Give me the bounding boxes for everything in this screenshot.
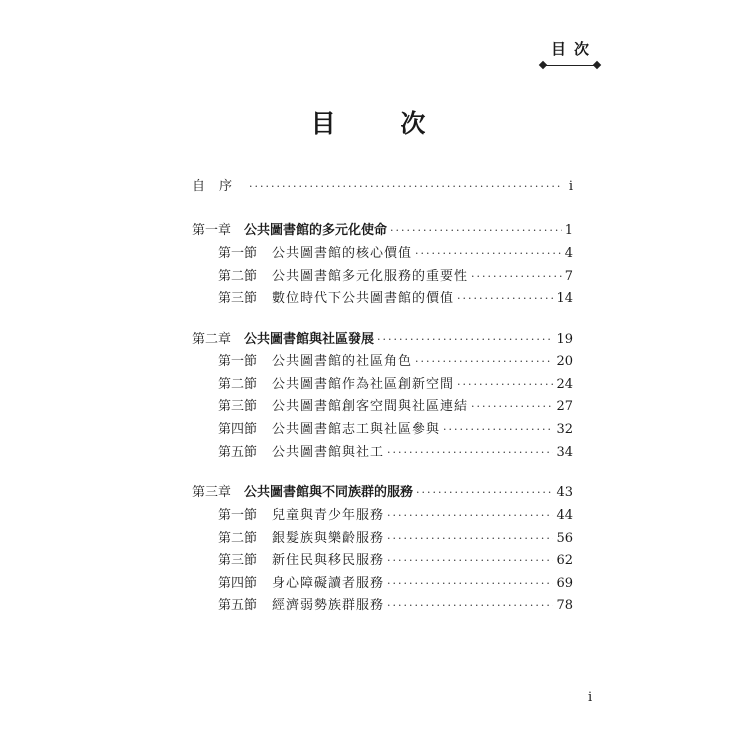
dot-leader (390, 222, 562, 240)
section-number: 第三節 (218, 553, 258, 568)
chapter-title: 公共圖書館的多元化使命 (244, 223, 388, 238)
toc-entry-section-2-2[interactable] (218, 376, 573, 394)
section-number: 第一節 (218, 246, 258, 261)
toc-entry-chapter-3[interactable] (192, 484, 573, 502)
diamond-ornament-left (539, 61, 547, 69)
section-title: 銀髮族與樂齡服務 (272, 531, 385, 546)
chapter-title: 公共圖書館與不同族群的服務 (244, 485, 414, 500)
dot-leader (457, 290, 553, 308)
toc-entry-section-3-4[interactable] (218, 575, 573, 593)
section-number: 第二節 (218, 531, 258, 546)
page-number: 56 (556, 531, 573, 546)
toc-entry-section-3-2[interactable] (218, 530, 573, 548)
dot-leader (387, 530, 553, 548)
running-header (540, 40, 600, 71)
page-number: 24 (556, 377, 573, 392)
toc-entry-section-2-5[interactable] (218, 444, 573, 462)
section-title: 經濟弱勢族群服務 (272, 598, 385, 613)
dot-leader (471, 398, 553, 416)
section-number: 第五節 (218, 445, 258, 460)
page-number: 27 (556, 399, 573, 414)
folio-page-number: i (588, 690, 593, 705)
section-number: 第一節 (218, 508, 258, 523)
toc-entry-section-1-2[interactable] (218, 268, 573, 286)
section-number: 第四節 (218, 576, 258, 591)
dot-leader (387, 597, 553, 615)
section-title: 公共圖書館創客空間與社區連結 (272, 399, 469, 414)
section-title: 數位時代下公共圖書館的價值 (272, 291, 455, 306)
dot-leader (415, 353, 553, 371)
running-header-text: 目次 (550, 40, 597, 58)
chapter-number: 第一章 (192, 223, 232, 238)
section-title: 公共圖書館志工與社區參與 (272, 422, 441, 437)
dot-leader (249, 178, 562, 196)
page-number: 7 (564, 269, 573, 284)
running-header-rule (540, 61, 600, 71)
page-number: i (568, 179, 573, 194)
section-number: 第五節 (218, 598, 258, 613)
dot-leader (387, 575, 553, 593)
page-title: 目 次 (310, 109, 454, 138)
page-number: 4 (564, 246, 573, 261)
page-number: 32 (556, 422, 573, 437)
section-title: 身心障礙讀者服務 (272, 576, 385, 591)
dot-leader (416, 484, 553, 502)
section-title: 公共圖書館的社區角色 (272, 354, 413, 369)
page-number: 44 (556, 508, 573, 523)
toc-entry-section-3-3[interactable] (218, 552, 573, 570)
page-number: 69 (556, 576, 573, 591)
section-number: 第三節 (218, 399, 258, 414)
toc-entry-section-1-1[interactable] (218, 245, 573, 263)
section-title: 公共圖書館的核心價值 (272, 246, 413, 261)
section-number: 第二節 (218, 269, 258, 284)
preface-title: 自序 (192, 179, 247, 194)
rule-line (544, 65, 596, 66)
dot-leader (471, 268, 562, 286)
page-number: 20 (556, 354, 573, 369)
page-number: 34 (556, 445, 573, 460)
toc-entry-section-2-4[interactable] (218, 421, 573, 439)
toc-entry-section-1-3[interactable] (218, 290, 573, 308)
section-title: 公共圖書館與社工 (272, 445, 385, 460)
section-title: 兒童與青少年服務 (272, 508, 385, 523)
section-number: 第二節 (218, 377, 258, 392)
section-title: 公共圖書館多元化服務的重要性 (272, 269, 469, 284)
dot-leader (387, 507, 553, 525)
chapter-number: 第三章 (192, 485, 232, 500)
toc-entry-section-3-1[interactable] (218, 507, 573, 525)
dot-leader (457, 376, 553, 394)
dot-leader (387, 552, 553, 570)
page-number: 43 (556, 485, 573, 500)
section-title: 公共圖書館作為社區創新空間 (272, 377, 455, 392)
section-number: 第四節 (218, 422, 258, 437)
section-title: 新住民與移民服務 (272, 553, 385, 568)
page-number: 62 (556, 553, 573, 568)
page-number: 14 (556, 291, 573, 306)
dot-leader (415, 245, 562, 263)
section-number: 第三節 (218, 291, 258, 306)
dot-leader (443, 421, 553, 439)
page-number: 19 (556, 332, 573, 347)
toc-entry-chapter-2[interactable] (192, 331, 573, 349)
dot-leader (377, 331, 553, 349)
chapter-title: 公共圖書館與社區發展 (244, 332, 375, 347)
toc-entry-section-3-5[interactable] (218, 597, 573, 615)
page-number: 1 (564, 223, 573, 238)
toc-entry-section-2-1[interactable] (218, 353, 573, 371)
section-number: 第一節 (218, 354, 258, 369)
toc-entry-chapter-1[interactable] (192, 222, 573, 240)
diamond-ornament-right (593, 61, 601, 69)
dot-leader (387, 444, 553, 462)
toc-entry-preface[interactable] (192, 178, 573, 196)
chapter-number: 第二章 (192, 332, 232, 347)
toc-entry-section-2-3[interactable] (218, 398, 573, 416)
page-number: 78 (556, 598, 573, 613)
